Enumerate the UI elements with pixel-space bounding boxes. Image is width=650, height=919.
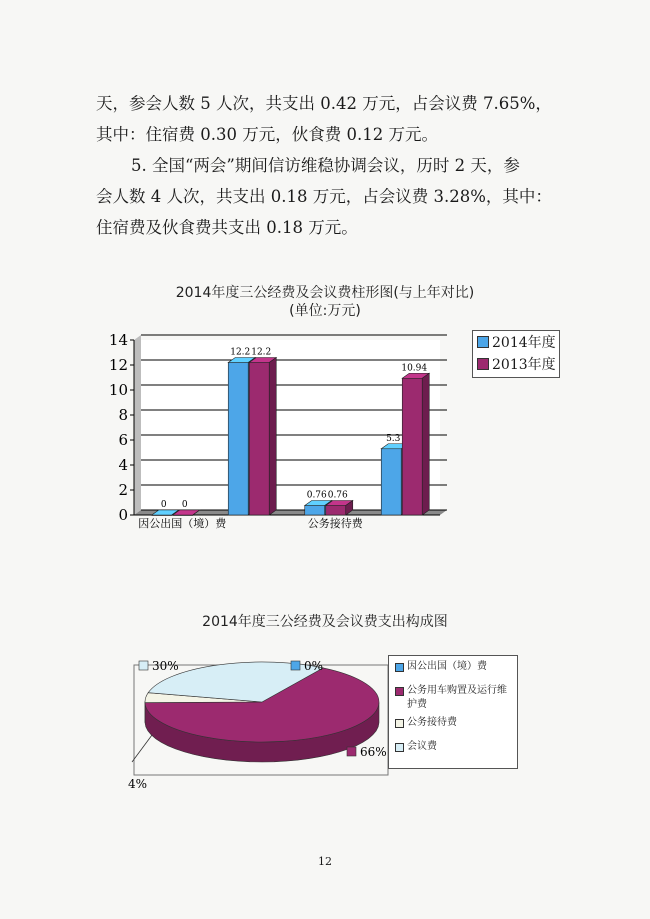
data-label: 0: [160, 500, 167, 510]
bar: [228, 363, 248, 516]
pie-label-swatch: [291, 661, 300, 670]
pie-chart: [0, 640, 650, 800]
pie-label-swatch: [347, 747, 356, 756]
paragraph-line: 会人数 4 人次，共支出 0.18 万元，占会议费 3.28%，其中：: [96, 187, 552, 206]
legend-item: [473, 353, 559, 375]
back-wall: [134, 335, 141, 515]
legend-swatch-2014: [477, 336, 489, 348]
legend-label: 会议费: [407, 741, 437, 752]
pie-chart-title: 2014年度三公经费及会议费支出构成图: [202, 614, 448, 630]
legend-swatch: [395, 663, 404, 672]
x-tick-label: 公务接待费: [307, 517, 363, 530]
y-tick-label: 14: [108, 331, 128, 349]
y-tick-label: 2: [118, 481, 128, 499]
data-label: 10.94: [401, 363, 428, 374]
pie-label: 30%: [152, 659, 179, 673]
pie-label-swatch: [139, 661, 148, 670]
y-tick-label: 6: [118, 431, 128, 449]
pie-chart-legend: [388, 655, 518, 769]
legend-item: [389, 656, 517, 674]
bar-side: [422, 373, 429, 515]
legend-swatch: [395, 687, 404, 696]
y-tick-label: 4: [118, 456, 128, 474]
bar-chart-legend: [472, 330, 560, 378]
legend-item: [473, 331, 559, 353]
x-tick-label: 因公出国（境）费: [138, 517, 227, 530]
legend-label: 公务接待费: [407, 717, 457, 728]
pie-label: 4%: [128, 777, 148, 791]
legend-swatch: [395, 719, 404, 728]
legend-swatch-2013: [477, 358, 489, 370]
legend-item: [389, 674, 517, 712]
legend-label: 因公出国（境）费: [407, 661, 487, 672]
bar: [326, 506, 346, 516]
legend-item: [389, 712, 517, 730]
bar: [305, 506, 325, 516]
y-tick-label: 0: [118, 506, 128, 524]
pie-label: 66%: [360, 745, 387, 759]
legend-item: [389, 730, 517, 754]
legend-label: 2014年度: [492, 335, 556, 351]
bar: [402, 378, 422, 515]
paragraph-line: 住宿费及伙食费共支出 0.18 万元。: [96, 218, 358, 237]
legend-label: 公务用车购置及运行维护费: [407, 685, 507, 710]
body-text: [96, 88, 566, 243]
paragraph-line: 天，参会人数 5 人次，共支出 0.42 万元，占会议费 7.65%，: [96, 94, 552, 113]
bar-side: [269, 358, 276, 516]
bar: [249, 363, 269, 516]
y-tick-label: 12: [108, 356, 128, 374]
y-tick-label: 8: [118, 406, 128, 424]
bar: [381, 449, 401, 515]
data-label: 5.3: [386, 433, 401, 444]
pie-leader-line: [132, 735, 152, 762]
page-number: 12: [318, 855, 332, 868]
pie-label: 0%: [304, 659, 324, 673]
data-label: 0: [181, 500, 188, 510]
bar-chart-title: 2014年度三公经费及会议费柱形图(与上年对比): [175, 285, 475, 301]
legend-swatch: [395, 743, 404, 752]
paragraph-line: 5. 全国“两会”期间信访维稳协调会议，历时 2 天，参: [131, 156, 520, 175]
y-tick-label: 10: [108, 381, 128, 399]
bar-chart-unit: (单位:万元): [289, 303, 361, 319]
data-label: 12.2: [230, 347, 251, 358]
data-label: 0.76: [327, 490, 348, 501]
data-label: 12.2: [251, 347, 272, 358]
paragraph-line: 其中：住宿费 0.30 万元，伙食费 0.12 万元。: [96, 125, 438, 144]
legend-label: 2013年度: [492, 357, 556, 373]
data-label: 0.76: [306, 490, 327, 501]
